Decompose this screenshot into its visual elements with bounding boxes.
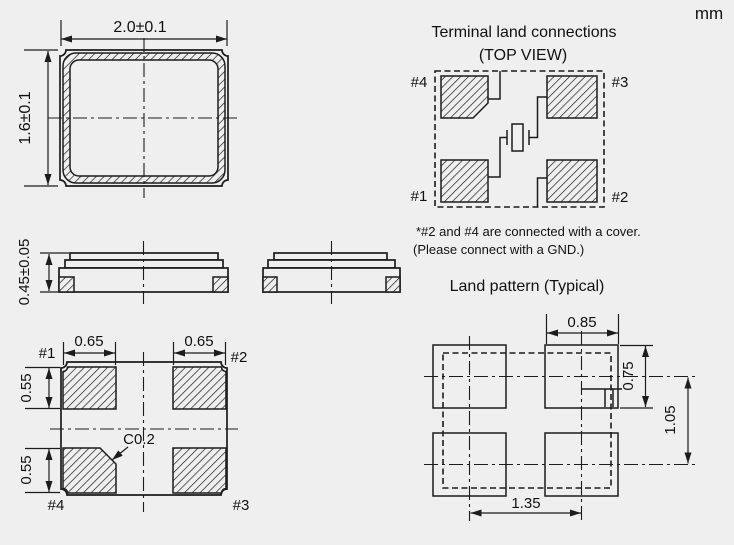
- crystal-symbol: [507, 124, 529, 151]
- cover-layer: [274, 253, 387, 260]
- pad-width-label-left: 0.65: [74, 333, 104, 350]
- side-pad-left: [59, 277, 74, 292]
- terminal-connections-subtitle: (TOP VIEW): [478, 47, 568, 64]
- terminal-land-connections: [411, 24, 641, 257]
- column-pitch-label: 1.35: [511, 495, 541, 512]
- crystal-lead-pad1: [488, 138, 507, 178]
- component-outline-dashed: [443, 353, 611, 488]
- pad-height-label-top: 0.55: [18, 373, 35, 403]
- height-dimension-label: 1.6±0.1: [17, 91, 34, 145]
- cover-trace-detail: [582, 389, 623, 407]
- terminal-pad-2: [547, 160, 597, 202]
- package-top-view: [17, 19, 240, 198]
- side-pad-right: [386, 277, 400, 292]
- cover-connection-pad2: [538, 178, 548, 207]
- side-view-front: [16, 239, 228, 306]
- land-pattern: [424, 278, 697, 521]
- terminal-pad-3: [547, 76, 597, 118]
- crystal-lead-pad3: [529, 97, 547, 138]
- pad-width-label-right: 0.65: [184, 333, 214, 350]
- package-bottom-view: [18, 333, 249, 514]
- cover-note-line1: *#2 and #4 are connected with a cover.: [416, 224, 641, 239]
- cover-connection-pad4: [488, 71, 500, 99]
- side-pad-right: [213, 277, 228, 292]
- bottom-pin-label-4: #4: [47, 497, 65, 514]
- terminal-pin-label-1: #1: [410, 188, 428, 205]
- terminal-pin-label-4: #4: [410, 74, 428, 91]
- land-width-label: 0.85: [567, 314, 597, 331]
- bottom-pad-1: [63, 367, 116, 409]
- bottom-pad-2: [173, 367, 226, 409]
- crystal-element: [512, 124, 523, 151]
- terminal-pin-label-3: #3: [611, 74, 629, 91]
- side-pad-left: [263, 277, 277, 292]
- bottom-pad-3: [173, 448, 226, 493]
- bottom-pin-label-3: #3: [232, 497, 250, 514]
- terminal-pad-4: [441, 76, 488, 118]
- thickness-dimension-label: 0.45±0.05: [16, 238, 33, 306]
- land-height-label: 0.75: [620, 361, 637, 391]
- row-pitch-label: 1.05: [662, 405, 679, 435]
- chamfer-label: C0.2: [123, 431, 155, 448]
- width-dimension-label: 2.0±0.1: [113, 19, 167, 36]
- terminal-pad-1: [441, 160, 488, 202]
- cover-note-line2: (Please connect with a GND.): [413, 242, 585, 257]
- side-view-right: [263, 241, 400, 304]
- terminal-connections-title: Terminal land connections: [431, 24, 617, 41]
- bottom-pin-label-2: #2: [230, 349, 248, 366]
- terminal-pin-label-2: #2: [611, 189, 629, 206]
- pad-height-label-bottom: 0.55: [18, 455, 35, 485]
- land-pattern-title: Land pattern (Typical): [449, 278, 605, 295]
- unit-label: mm: [694, 4, 724, 23]
- bottom-pin-label-1: #1: [38, 345, 56, 362]
